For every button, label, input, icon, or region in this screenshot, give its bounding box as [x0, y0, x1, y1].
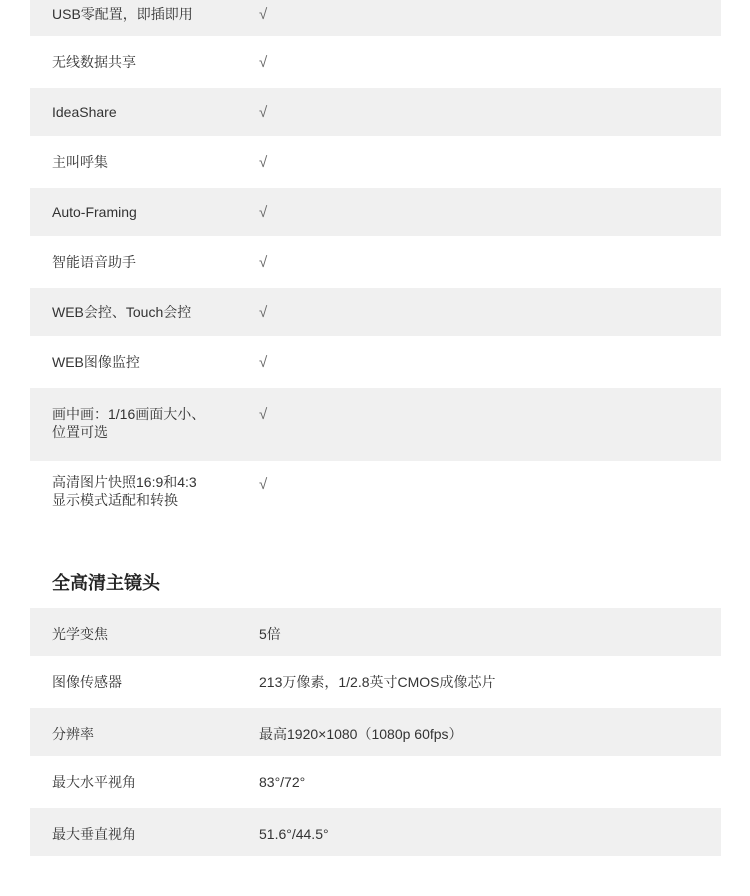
- row-label: 智能语音助手: [52, 254, 136, 270]
- table-row: [30, 656, 721, 708]
- features-table: [30, 0, 721, 533]
- table-row: [30, 136, 721, 188]
- check-mark-icon: √: [259, 353, 268, 371]
- row-label: Auto-Framing: [52, 204, 137, 220]
- row-value: 83°/72°: [259, 774, 306, 790]
- row-label: WEB会控、Touch会控: [52, 304, 192, 320]
- check-mark-icon: √: [259, 405, 268, 423]
- table-row: [30, 388, 721, 461]
- check-mark-icon: √: [259, 103, 268, 121]
- check-mark-icon: √: [259, 303, 268, 321]
- row-label: 最大水平视角: [52, 774, 136, 790]
- table-row: [30, 0, 721, 36]
- check-mark-icon: √: [259, 53, 268, 71]
- table-row: [30, 608, 721, 656]
- row-label: 分辨率: [52, 726, 94, 742]
- row-label: 最大垂直视角: [52, 826, 136, 842]
- row-value: 5倍: [259, 626, 281, 642]
- row-label: 画中画：1/16画面大小、 位置可选: [52, 406, 206, 440]
- lens-spec-table: [30, 608, 721, 856]
- table-row: [30, 756, 721, 808]
- section-title: 全高清主镜头: [52, 573, 160, 593]
- row-value: 51.6°/44.5°: [259, 826, 329, 842]
- table-row: [30, 461, 721, 533]
- check-mark-icon: √: [259, 203, 268, 221]
- check-mark-icon: √: [259, 153, 268, 171]
- row-label: IdeaShare: [52, 104, 117, 120]
- table-row: [30, 336, 721, 388]
- row-label: 主叫呼集: [52, 154, 108, 170]
- table-row: [30, 808, 721, 856]
- table-row: [30, 36, 721, 88]
- check-mark-icon: √: [259, 475, 268, 493]
- row-label: 图像传感器: [52, 674, 122, 690]
- row-label: 无线数据共享: [52, 54, 136, 70]
- row-label: USB零配置，即插即用: [52, 6, 193, 22]
- table-row: [30, 236, 721, 288]
- row-label: 光学变焦: [52, 626, 108, 642]
- check-mark-icon: √: [259, 5, 268, 23]
- row-label: 高清图片快照16:9和4:3 显示模式适配和转换: [52, 474, 197, 508]
- row-label: WEB图像监控: [52, 354, 140, 370]
- table-row: [30, 188, 721, 236]
- row-value: 213万像素，1/2.8英寸CMOS成像芯片: [259, 674, 496, 690]
- table-row: [30, 708, 721, 756]
- table-row: [30, 288, 721, 336]
- row-value: 最高1920×1080（1080p 60fps）: [259, 726, 463, 742]
- table-row: [30, 88, 721, 136]
- check-mark-icon: √: [259, 253, 268, 271]
